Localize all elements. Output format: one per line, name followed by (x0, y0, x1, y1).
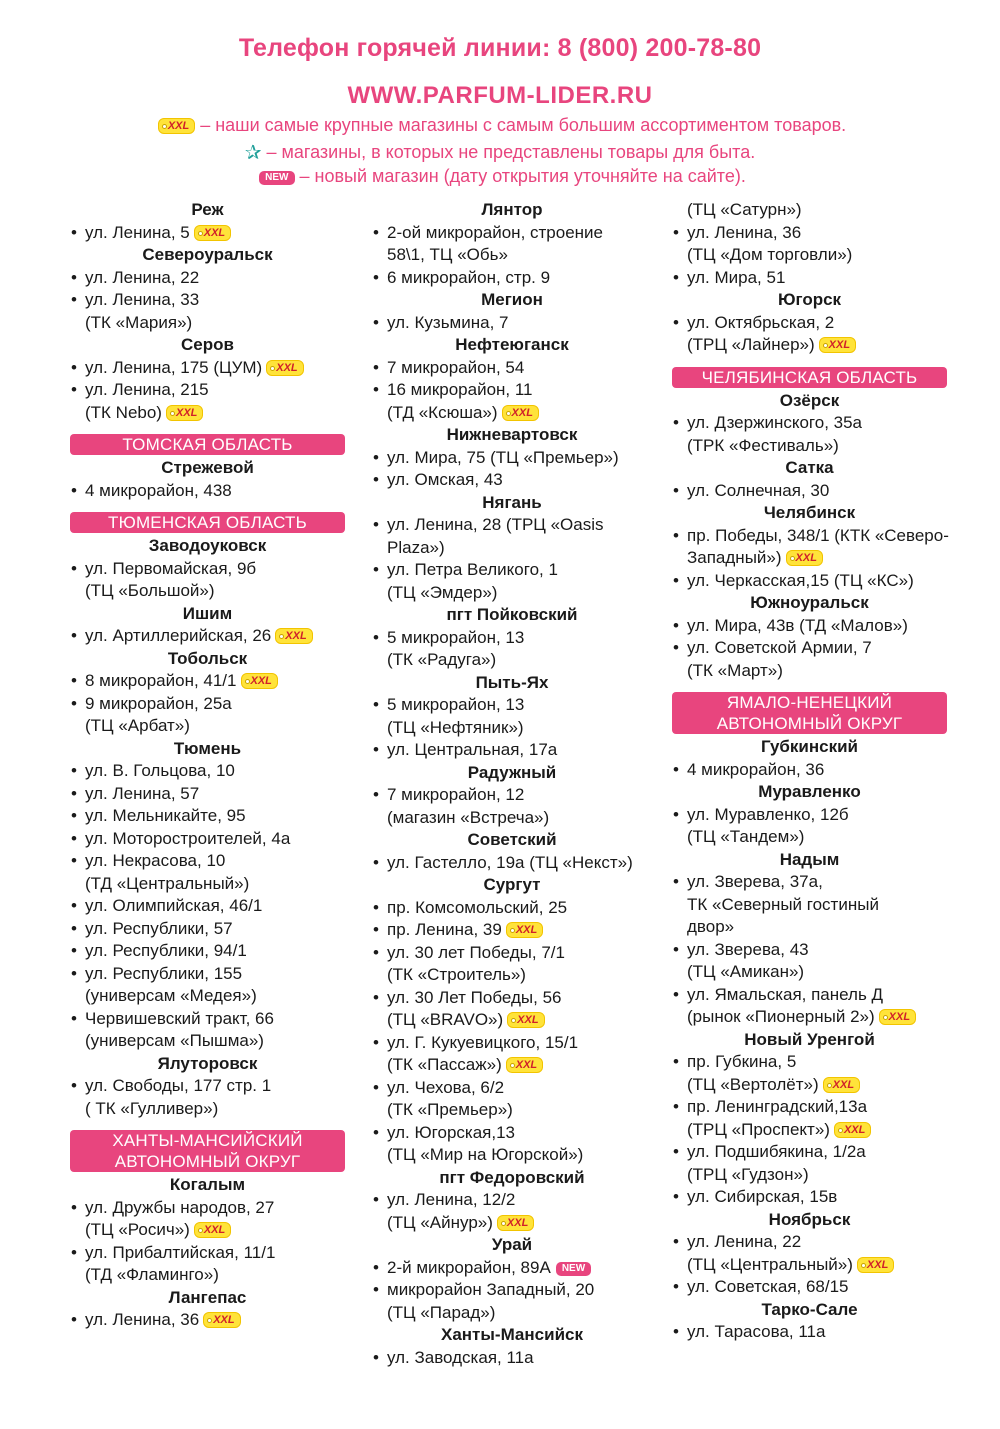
address-text: ул. Дружбы народов, 27 (85, 1197, 275, 1217)
store-address-continuation (672, 1074, 947, 1097)
store-address (372, 919, 652, 942)
xxl-badge-icon: XXL (194, 1222, 231, 1238)
xxl-badge-icon: XXL (823, 1077, 860, 1093)
store-address-continuation (372, 1144, 652, 1167)
store-address (372, 222, 652, 245)
address-text: (ТК «Март») (687, 660, 783, 680)
address-text: (ТЦ «Центральный») (687, 1254, 853, 1274)
address-text: ул. Прибалтийская, 11/1 (85, 1242, 276, 1262)
store-address (372, 1189, 652, 1212)
address-text: ул. Подшибякина, 1/2а (687, 1142, 866, 1161)
address-text: (ТЦ «Нефтяник») (387, 717, 524, 737)
region-header-line: АВТОНОМНЫЙ ОКРУГ (114, 1152, 301, 1171)
address-text: (ТК «Премьер») (387, 1100, 513, 1119)
xxl-badge-icon: XXL (506, 1057, 543, 1073)
address-text: пр. Губкина, 5 (687, 1052, 797, 1071)
store-address (70, 357, 345, 380)
store-address (372, 694, 652, 717)
city-name: Нефтеюганск (455, 335, 569, 354)
new-badge-icon: NEW (556, 1262, 591, 1276)
store-address-continuation (372, 964, 652, 987)
address-text: ул. Ленина, 36 (687, 222, 802, 242)
address-text: ул. Дзержинского, 35а (687, 413, 863, 432)
address-text: (ТД «Центральный») (85, 873, 250, 893)
store-address (672, 871, 947, 894)
store-address-continuation (70, 580, 345, 603)
address-text: ул. Черкасская,15 (ТЦ «КС») (687, 570, 914, 590)
xxl-badge-icon: XXL (819, 337, 856, 353)
address-text: (ТЦ «Мир на Югорской») (387, 1145, 584, 1164)
store-address (672, 615, 947, 638)
address-text: ул. Г. Кукуевицкого, 15/1 (387, 1032, 579, 1052)
star-icon: ✰ (244, 142, 262, 164)
address-text: 4 микрорайон, 36 (687, 759, 825, 779)
city-name: Сатка (785, 458, 834, 477)
address-text: Plaza») (387, 537, 445, 557)
store-address-continuation (672, 199, 947, 222)
store-address (70, 850, 345, 873)
store-address (672, 1051, 947, 1074)
store-address (70, 222, 345, 245)
city-name: Североуральск (142, 245, 273, 264)
city-name: Южноуральск (750, 593, 869, 612)
store-address-continuation (672, 961, 947, 984)
region-header (70, 1130, 345, 1172)
address-text: ул. Югорская,13 (387, 1122, 516, 1142)
address-text: (ТЦ «Росич») (85, 1220, 190, 1239)
store-address (672, 1276, 947, 1299)
region-header-line: АВТОНОМНЫЙ ОКРУГ (716, 714, 903, 733)
address-text: (ТД «Фламинго») (85, 1265, 219, 1284)
address-text: ул. Ленина, 175 (ЦУМ) (85, 357, 263, 377)
city-name: Урай (491, 1235, 533, 1254)
store-address (372, 739, 652, 762)
store-address (70, 1242, 345, 1265)
store-address-continuation (372, 244, 652, 267)
store-address (70, 918, 345, 941)
store-address-continuation (672, 826, 947, 849)
store-address (672, 267, 947, 290)
address-text: (ТРЦ «Проспект») (687, 1119, 830, 1139)
address-text: Западный») (687, 548, 782, 567)
address-text: ул. Солнечная, 30 (687, 480, 830, 500)
address-text: (ТК Nebo) (85, 402, 162, 422)
address-text: (ТД «Ксюша») (387, 402, 498, 422)
xxl-badge-icon: XXL (506, 922, 543, 938)
xxl-badge-icon: XXL (241, 673, 278, 689)
address-text: микрорайон Западный, 20 (387, 1280, 595, 1299)
address-text: (ТЦ «Парад») (387, 1302, 496, 1322)
address-text: ул. Артиллерийская, 26 (85, 626, 272, 645)
address-text: 4 микрорайон, 438 (85, 480, 232, 500)
store-address-continuation (372, 1302, 652, 1325)
city-name: пгт Пойковский (446, 605, 578, 624)
city-name: Заводоуковск (148, 536, 267, 555)
store-address-continuation (70, 402, 345, 425)
store-address-continuation (372, 1054, 652, 1077)
store-address (672, 222, 947, 245)
store-address-continuation (672, 547, 947, 570)
xxl-badge-icon: XXL (507, 1012, 544, 1028)
address-text: ул. Свободы, 177 стр. 1 (85, 1076, 272, 1095)
address-text: ул. Заводская, 11а (387, 1347, 534, 1367)
city-name: Тарко-Сале (761, 1299, 858, 1319)
store-address-continuation (70, 1219, 345, 1242)
store-address (70, 558, 345, 581)
store-address (672, 1231, 947, 1254)
address-text: ул. Тарасова, 11а (687, 1322, 826, 1341)
xxl-badge-icon: XXL (266, 360, 303, 376)
store-address-continuation (70, 985, 345, 1008)
address-text: (ТЦ «Амикан») (687, 962, 805, 981)
xxl-badge-icon: XXL (166, 405, 203, 421)
store-address (672, 1096, 947, 1119)
store-address (372, 267, 652, 290)
region-header-line: ТОМСКАЯ ОБЛАСТЬ (122, 435, 293, 454)
store-address (672, 1321, 947, 1344)
store-address-continuation (672, 1006, 947, 1029)
address-text: ул. Зверева, 43 (687, 939, 809, 959)
store-address (70, 805, 345, 828)
store-address-continuation (70, 873, 345, 896)
store-address (672, 939, 947, 962)
store-address-continuation (70, 1030, 345, 1053)
address-text: пр. Ленинградский,13а (687, 1097, 868, 1116)
store-address (70, 1075, 345, 1098)
address-text: 7 микрорайон, 12 (387, 785, 525, 804)
store-address-continuation (672, 435, 947, 458)
address-text: ул. Ленина, 215 (85, 380, 209, 399)
address-text: ул. Моторостроителей, 4а (85, 828, 291, 848)
address-text: ул. 30 лет Победы, 7/1 (387, 942, 565, 962)
new-badge-icon: NEW (259, 171, 294, 185)
store-address (372, 1077, 652, 1100)
xxl-badge-icon: XXL (203, 1312, 240, 1328)
address-text: пр. Победы, 348/1 (КТК «Северо- (687, 525, 949, 545)
store-address (70, 480, 345, 503)
address-text: ул. Муравленко, 12б (687, 804, 849, 824)
store-address (372, 1347, 652, 1370)
xxl-badge-icon: XXL (857, 1257, 894, 1273)
region-header (672, 692, 947, 734)
store-address-continuation (672, 244, 947, 267)
address-text: 58\1, ТЦ «Обь» (387, 245, 508, 264)
store-address (372, 379, 652, 402)
store-address (372, 627, 652, 650)
store-address-continuation (70, 715, 345, 738)
address-text: (ТЦ «Арбат») (85, 716, 190, 735)
address-text: ул. Олимпийская, 46/1 (85, 896, 263, 915)
store-address (372, 1032, 652, 1055)
address-text: (ТК «Мария») (85, 312, 193, 332)
store-address (372, 852, 652, 875)
store-address (672, 480, 947, 503)
address-text: (ТК «Пассаж») (387, 1055, 502, 1074)
store-address (70, 895, 345, 918)
store-address-continuation (70, 1264, 345, 1287)
store-address (672, 1141, 947, 1164)
address-text: (ТЦ «BRAVO») (387, 1010, 504, 1029)
city-name: Ноябрьск (768, 1209, 851, 1229)
store-address (672, 412, 947, 435)
address-text: (ТРЦ «Гудзон») (687, 1164, 809, 1184)
city-name: Тобольск (167, 648, 248, 668)
address-text: ул. Советской Армии, 7 (687, 638, 872, 657)
store-address-continuation (672, 334, 947, 357)
address-text: ул. Ленина, 57 (85, 783, 200, 803)
store-address-continuation (372, 717, 652, 740)
region-header (672, 367, 947, 388)
store-address (372, 784, 652, 807)
store-address-continuation (672, 660, 947, 683)
city-name: Тюмень (173, 738, 242, 758)
address-text: 5 микрорайон, 13 (387, 627, 525, 647)
address-text: (ТК «Радуга») (387, 650, 497, 669)
address-text: ул. Мира, 51 (687, 267, 786, 287)
address-text: ул. Петра Великого, 1 (387, 560, 558, 579)
address-text: ул. Ленина, 12/2 (387, 1190, 516, 1209)
store-address (372, 1122, 652, 1145)
store-address-continuation (672, 1164, 947, 1187)
store-column-2 (372, 199, 652, 1369)
legend-xxl-text: – наши самые крупные магазины с самым большим ассортиментом товаров. (195, 115, 847, 135)
address-text: 7 микрорайон, 54 (387, 357, 525, 377)
address-text: 5 микрорайон, 13 (387, 695, 525, 714)
store-column-3 (672, 199, 947, 1344)
address-text: 9 микрорайон, 25а (85, 693, 232, 713)
city-name: Ишим (182, 603, 233, 623)
legend-star-text: – магазины, в которых не представлены товары для быта. (261, 142, 756, 162)
store-address-continuation (372, 1009, 652, 1032)
store-address-continuation (672, 1119, 947, 1142)
address-text: ул. Мира, 43в (ТД «Малов») (687, 615, 908, 635)
store-address (372, 469, 652, 492)
city-name: Челябинск (763, 503, 856, 522)
store-address (70, 940, 345, 963)
address-text: (ТЦ «Сатурн») (687, 200, 802, 219)
store-address (672, 984, 947, 1007)
address-text: (ТРК «Фестиваль») (687, 435, 839, 455)
store-column-1 (70, 199, 345, 1332)
store-address (70, 670, 345, 693)
xxl-badge-icon: XXL (497, 1215, 534, 1231)
address-text: (ТЦ «Большой») (85, 581, 215, 600)
city-name: Новый Уренгой (744, 1029, 875, 1049)
store-address (372, 897, 652, 920)
address-text: ул. Ленина, 33 (85, 290, 200, 309)
region-header-line: ЯМАЛО-НЕНЕЦКИЙ (726, 693, 893, 712)
address-text: ул. Республики, 155 (85, 963, 243, 983)
store-address (672, 637, 947, 660)
address-text: ул. Центральная, 17а (387, 740, 558, 759)
store-address (672, 312, 947, 335)
address-text: ул. Мира, 75 (ТЦ «Премьер») (387, 447, 619, 467)
city-name: Стрежевой (161, 458, 254, 477)
city-name: Лангепас (168, 1287, 247, 1307)
address-text: (магазин «Встреча») (387, 807, 550, 827)
legend-new-text: – новый магазин (дату открытия уточняйте на сайте). (294, 166, 746, 186)
store-address (672, 525, 947, 548)
address-text: ул. 30 Лет Победы, 56 (387, 987, 562, 1007)
store-address (70, 289, 345, 312)
address-text: (ТЦ «Эмдер») (387, 582, 498, 602)
address-text: Червишевский тракт, 66 (85, 1008, 274, 1028)
address-text: ул. Ленина, 22 (85, 267, 200, 287)
address-text: ул. Омская, 43 (387, 470, 503, 489)
address-text: ул. Мельникайте, 95 (85, 806, 246, 825)
city-name: Лянтор (481, 200, 543, 219)
store-address (70, 963, 345, 986)
address-text: (ТК «Строитель») (387, 965, 526, 984)
city-name: Надым (779, 849, 840, 869)
store-address (672, 804, 947, 827)
address-text: 2-ой микрорайон, строение (387, 222, 604, 242)
xxl-badge-icon: XXL (275, 628, 312, 644)
store-address (672, 570, 947, 593)
address-text: ул. Гастелло, 19а (ТЦ «Некст») (387, 852, 633, 872)
address-text: ул. Первомайская, 9б (85, 558, 257, 578)
store-address (372, 357, 652, 380)
address-text: ул. Республики, 94/1 (85, 941, 247, 960)
store-address-continuation (70, 312, 345, 335)
address-text: (ТЦ «Тандем») (687, 827, 805, 846)
address-text: ул. Чехова, 6/2 (387, 1077, 505, 1097)
address-text: ул. Ленина, 28 (ТРЦ «Oasis (387, 515, 604, 534)
city-name: Нижневартовск (446, 425, 578, 444)
legend-star (0, 140, 1000, 164)
store-address (372, 312, 652, 335)
city-name: Озёрск (779, 390, 840, 410)
xxl-badge-icon: XXL (502, 405, 539, 421)
city-name: Советский (467, 830, 557, 849)
address-text: (рынок «Пионерный 2») (687, 1007, 875, 1026)
address-text: ТК «Северный гостиный (687, 894, 879, 914)
address-text: пр. Комсомольский, 25 (387, 897, 568, 917)
address-text: ул. Сибирская, 15в (687, 1187, 838, 1206)
city-name: Сургут (483, 875, 541, 894)
xxl-badge-icon: XXL (879, 1009, 916, 1025)
address-text: ул. Ленина, 22 (687, 1232, 802, 1251)
store-address-continuation (672, 1254, 947, 1277)
store-address (70, 625, 345, 648)
store-address-continuation (372, 649, 652, 672)
website-url[interactable]: WWW.PARFUM-LIDER.RU (347, 82, 653, 109)
store-address (372, 1279, 652, 1302)
address-text: (универсам «Медея») (85, 986, 257, 1005)
store-address-continuation (372, 537, 652, 560)
address-text: ул. Кузьмина, 7 (387, 312, 509, 332)
address-text: (универсам «Пышма») (85, 1031, 264, 1050)
xxl-badge-icon: XXL (834, 1122, 871, 1138)
store-address (70, 693, 345, 716)
region-header (70, 512, 345, 533)
store-address (672, 1186, 947, 1209)
address-text: ул. Советская, 68/15 (687, 1277, 849, 1296)
city-name: Мегион (481, 290, 543, 309)
store-address (372, 514, 652, 537)
store-address (70, 828, 345, 851)
store-address-continuation (372, 402, 652, 425)
city-name: пгт Федоровский (439, 1167, 585, 1187)
legend-new (0, 164, 1000, 188)
xxl-badge-icon: XXL (158, 118, 195, 134)
address-text: ул. Ямальская, панель Д (687, 984, 884, 1004)
city-name: Серов (181, 335, 234, 354)
store-address (372, 987, 652, 1010)
store-address (372, 559, 652, 582)
city-name: Пыть-Ях (475, 672, 549, 692)
region-header-line: ТЮМЕНСКАЯ ОБЛАСТЬ (107, 513, 307, 532)
city-name: Реж (191, 200, 224, 219)
store-address (70, 760, 345, 783)
store-address-continuation (672, 916, 947, 939)
address-text: ул. Республики, 57 (85, 918, 233, 938)
store-address-continuation (372, 582, 652, 605)
address-text: 16 микрорайон, 11 (387, 380, 533, 399)
address-text: пр. Ленина, 39 (387, 920, 502, 939)
store-address (70, 783, 345, 806)
store-address-continuation (70, 1098, 345, 1121)
address-text: (ТРЦ «Лайнер») (687, 335, 815, 354)
city-name: Радужный (467, 762, 557, 782)
address-text: ул. В. Гольцова, 10 (85, 761, 235, 780)
city-name: Ялуторовск (157, 1053, 258, 1073)
address-text: ул. Ленина, 5 (85, 222, 190, 242)
address-text: (ТЦ «Вертолёт») (687, 1074, 819, 1094)
store-address-continuation (672, 894, 947, 917)
store-address-continuation (372, 807, 652, 830)
city-name: Когалым (169, 1175, 246, 1194)
region-header (70, 434, 345, 455)
store-address-continuation (372, 1099, 652, 1122)
address-text: двор» (687, 917, 735, 936)
address-text: (ТЦ «Дом торговли») (687, 245, 853, 264)
address-text: 8 микрорайон, 41/1 (85, 671, 237, 690)
store-address (70, 1008, 345, 1031)
hotline-phone: Телефон горячей линии: 8 (800) 200-78-80 (238, 34, 762, 62)
address-text: ул. Зверева, 37а, (687, 872, 823, 891)
region-header-line: ХАНТЫ-МАНСИЙСКИЙ (112, 1131, 303, 1150)
store-address (672, 759, 947, 782)
address-text: (ТЦ «Айнур») (387, 1212, 493, 1232)
address-text: ул. Ленина, 36 (85, 1310, 200, 1329)
store-address (372, 447, 652, 470)
store-address (70, 1197, 345, 1220)
address-text: ул. Октябрьская, 2 (687, 312, 835, 332)
xxl-badge-icon: XXL (786, 550, 823, 566)
store-address (372, 1257, 652, 1280)
address-text: 2-й микрорайон, 89А (387, 1257, 551, 1277)
city-name: Нягань (482, 492, 542, 512)
legend-xxl (0, 113, 1000, 137)
city-name: Ханты-Мансийск (441, 1325, 583, 1344)
city-name: Муравленко (758, 782, 861, 801)
store-address (70, 379, 345, 402)
xxl-badge-icon: XXL (194, 225, 231, 241)
city-name: Губкинский (760, 737, 859, 756)
store-address-continuation (372, 1212, 652, 1235)
region-header-line: ЧЕЛЯБИНСКАЯ ОБЛАСТЬ (701, 367, 918, 387)
store-address (372, 942, 652, 965)
city-name: Югорск (777, 290, 842, 309)
store-address (70, 1309, 345, 1332)
address-text: ул. Некрасова, 10 (85, 851, 226, 870)
store-address (70, 267, 345, 290)
address-text: ( ТК «Гулливер») (85, 1098, 219, 1118)
address-text: 6 микрорайон, стр. 9 (387, 267, 551, 287)
